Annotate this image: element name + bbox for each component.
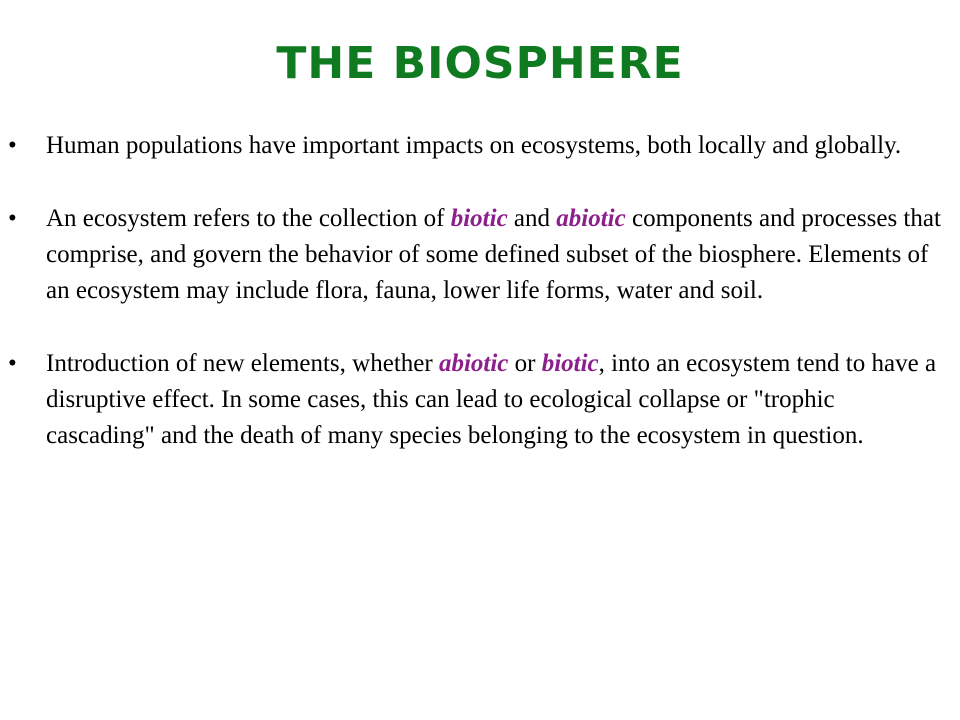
- bullet-text: An ecosystem refers to the collection of biotic and abiotic components and processes that comprise, and govern the behavior of some defined subset of the biosphere. Elements of an ecosystem may include flora, fauna, lower life forms, water and soil.: [46, 205, 941, 304]
- bullet-item: [0, 128, 942, 164]
- highlight-term: biotic: [450, 205, 508, 232]
- bullet-dot-icon: •: [8, 350, 17, 377]
- bullet-text: Introduction of new elements, whether abiotic or biotic, into an ecosystem tend to have a disruptive effect. In some cases, this can lead to ecological collapse or "trophic cascading" and the death of many species belonging to the ecosystem in question.: [46, 350, 937, 449]
- bullet-item: [0, 346, 942, 454]
- bullet-dot-icon: •: [8, 132, 17, 159]
- bullet-item: [0, 201, 942, 309]
- highlight-term: abiotic: [438, 350, 509, 377]
- bullet-text: Human populations have important impacts on ecosystems, both locally and globally.: [46, 132, 902, 159]
- highlight-term: biotic: [541, 350, 599, 377]
- highlight-term: abiotic: [556, 205, 626, 232]
- bullet-dot-icon: •: [8, 205, 17, 232]
- slide-title: THE BIOSPHERE: [276, 38, 684, 89]
- bullet-list: [0, 128, 960, 491]
